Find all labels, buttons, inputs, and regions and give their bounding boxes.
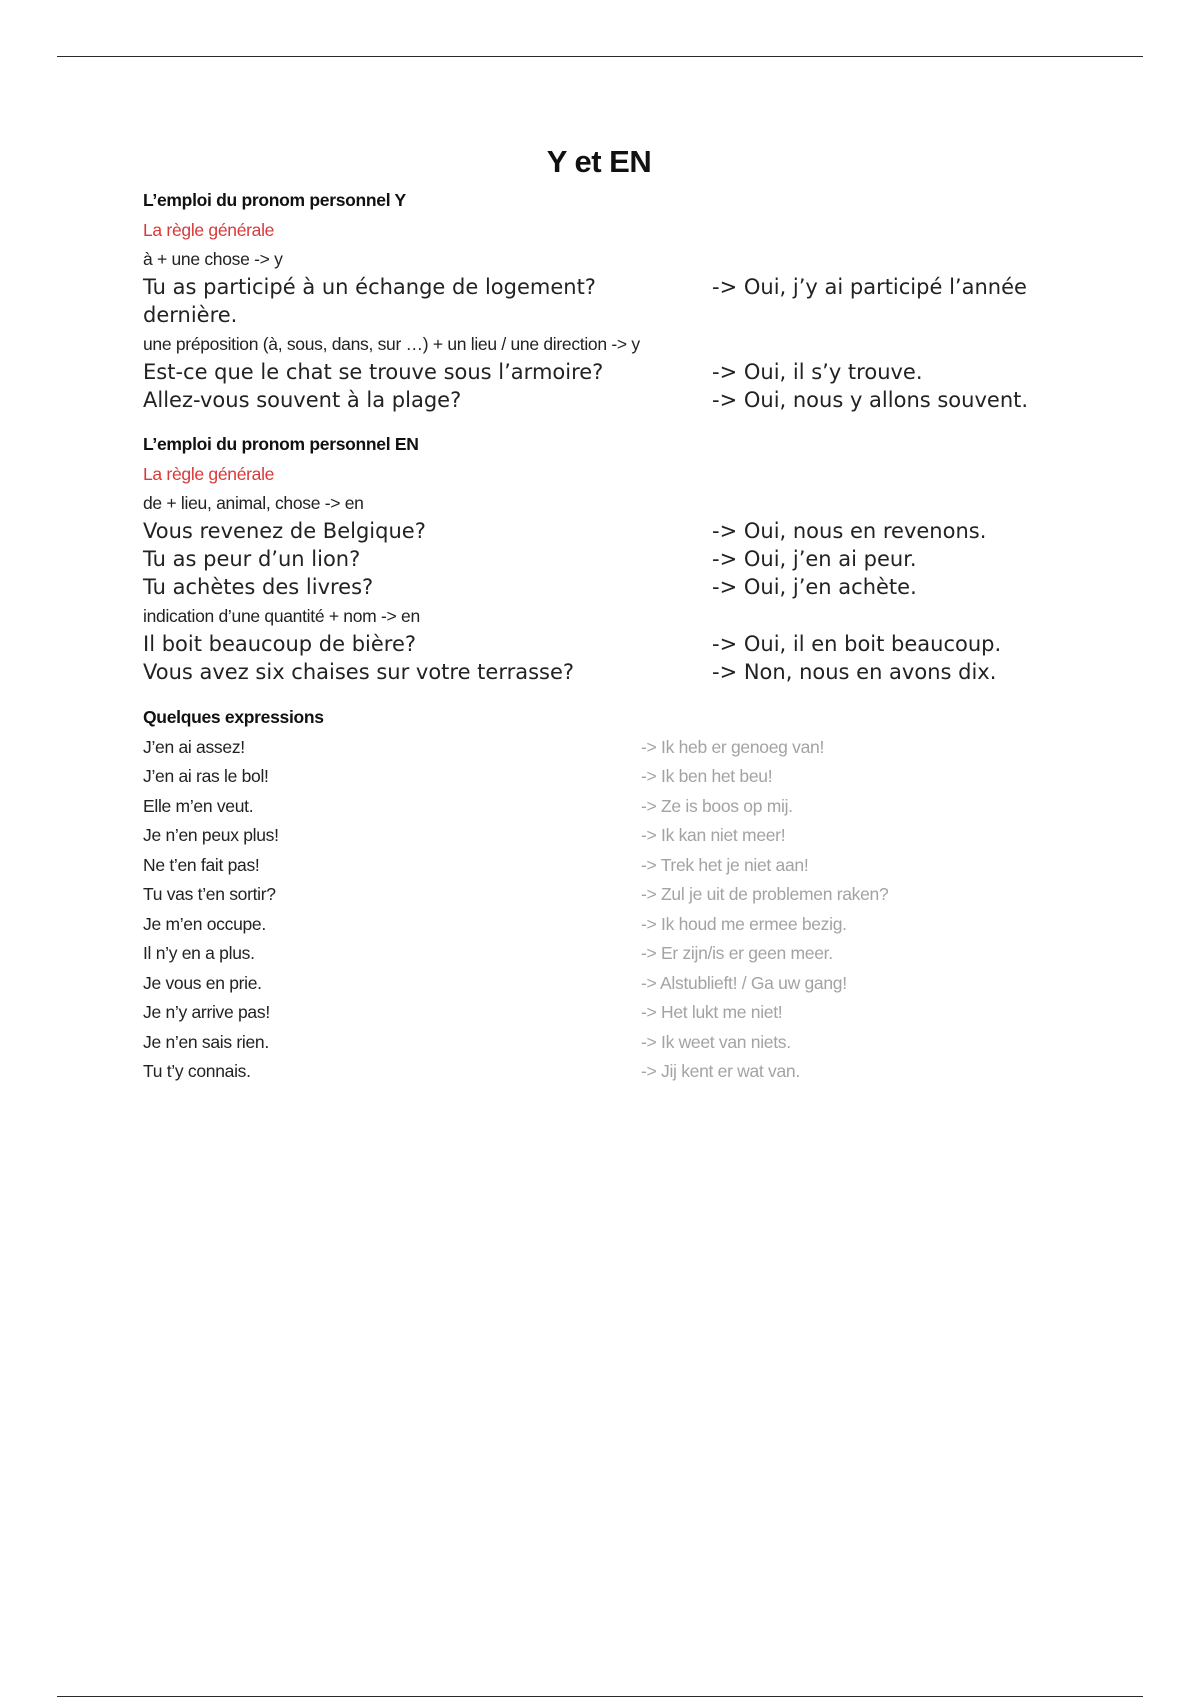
expression-fr: Elle m’en veut. [143, 796, 254, 816]
expressions-heading: Quelques expressions [143, 707, 324, 727]
y-example-3-question: Allez-vous souvent à la plage? [143, 388, 462, 412]
expression-nl: -> Ik ben het beu! [641, 766, 773, 786]
en-rule-1: de + lieu, animal, chose -> en [143, 493, 364, 513]
en-example-3-question: Tu achètes des livres? [143, 575, 374, 599]
expression-fr: Ne t’en fait pas! [143, 855, 260, 875]
expression-nl: -> Ik houd me ermee bezig. [641, 914, 847, 934]
en-example-5-answer: -> Non, nous en avons dix. [712, 660, 997, 684]
en-example-1-question: Vous revenez de Belgique? [143, 519, 426, 543]
y-rule-heading: La règle générale [143, 220, 275, 240]
en-example-2-question: Tu as peur d’un lion? [143, 547, 361, 571]
bottom-divider [57, 1696, 1143, 1697]
en-example-4-question: Il boit beaucoup de bière? [143, 632, 417, 656]
y-example-2-question: Est-ce que le chat se trouve sous l’armoire? [143, 360, 604, 384]
expression-fr: Il n’y en a plus. [143, 943, 255, 963]
expression-fr: Je n’y arrive pas! [143, 1002, 270, 1022]
en-rule-2: indication d’une quantité + nom -> en [143, 606, 420, 626]
expression-fr: Tu vas t’en sortir? [143, 884, 276, 904]
y-example-1-answer: -> Oui, j’y ai participé l’année [712, 275, 1027, 299]
y-example-2-answer: -> Oui, il s’y trouve. [712, 360, 923, 384]
expression-nl: -> Jij kent er wat van. [641, 1061, 800, 1081]
en-example-3-answer: -> Oui, j’en achète. [712, 575, 917, 599]
y-section-heading: L’emploi du pronom personnel Y [143, 190, 406, 210]
expression-nl: -> Ze is boos op mij. [641, 796, 793, 816]
y-example-1-continuation: dernière. [143, 303, 238, 327]
expression-fr: Je n’en sais rien. [143, 1032, 269, 1052]
y-rule-2: une préposition (à, sous, dans, sur …) + un lieu / une direction -> y [143, 334, 640, 354]
en-example-4-answer: -> Oui, il en boit beaucoup. [712, 632, 1002, 656]
y-rule-1: à + une chose -> y [143, 249, 283, 269]
expression-nl: -> Ik heb er genoeg van! [641, 737, 825, 757]
expression-fr: Tu t’y connais. [143, 1061, 251, 1081]
expression-fr: J’en ai ras le bol! [143, 766, 269, 786]
expression-nl: -> Ik weet van niets. [641, 1032, 791, 1052]
page-title: Y et EN [546, 144, 652, 179]
expression-fr: Je vous en prie. [143, 973, 262, 993]
en-example-2-answer: -> Oui, j’en ai peur. [712, 547, 917, 571]
expression-nl: -> Alstublieft! / Ga uw gang! [641, 973, 847, 993]
expression-nl: -> Er zijn/is er geen meer. [641, 943, 833, 963]
expression-nl: -> Trek het je niet aan! [641, 855, 809, 875]
y-example-1-question: Tu as participé à un échange de logement? [143, 275, 596, 299]
expression-nl: -> Ik kan niet meer! [641, 825, 786, 845]
expression-nl: -> Het lukt me niet! [641, 1002, 783, 1022]
expression-fr: Je m’en occupe. [143, 914, 266, 934]
expression-nl: -> Zul je uit de problemen raken? [641, 884, 889, 904]
en-example-5-question: Vous avez six chaises sur votre terrasse? [143, 660, 575, 684]
en-section-heading: L’emploi du pronom personnel EN [143, 434, 419, 454]
en-rule-heading: La règle générale [143, 464, 275, 484]
en-example-1-answer: -> Oui, nous en revenons. [712, 519, 987, 543]
top-divider [57, 56, 1143, 57]
expression-fr: Je n’en peux plus! [143, 825, 279, 845]
y-example-3-answer: -> Oui, nous y allons souvent. [712, 388, 1029, 412]
expression-fr: J’en ai assez! [143, 737, 245, 757]
